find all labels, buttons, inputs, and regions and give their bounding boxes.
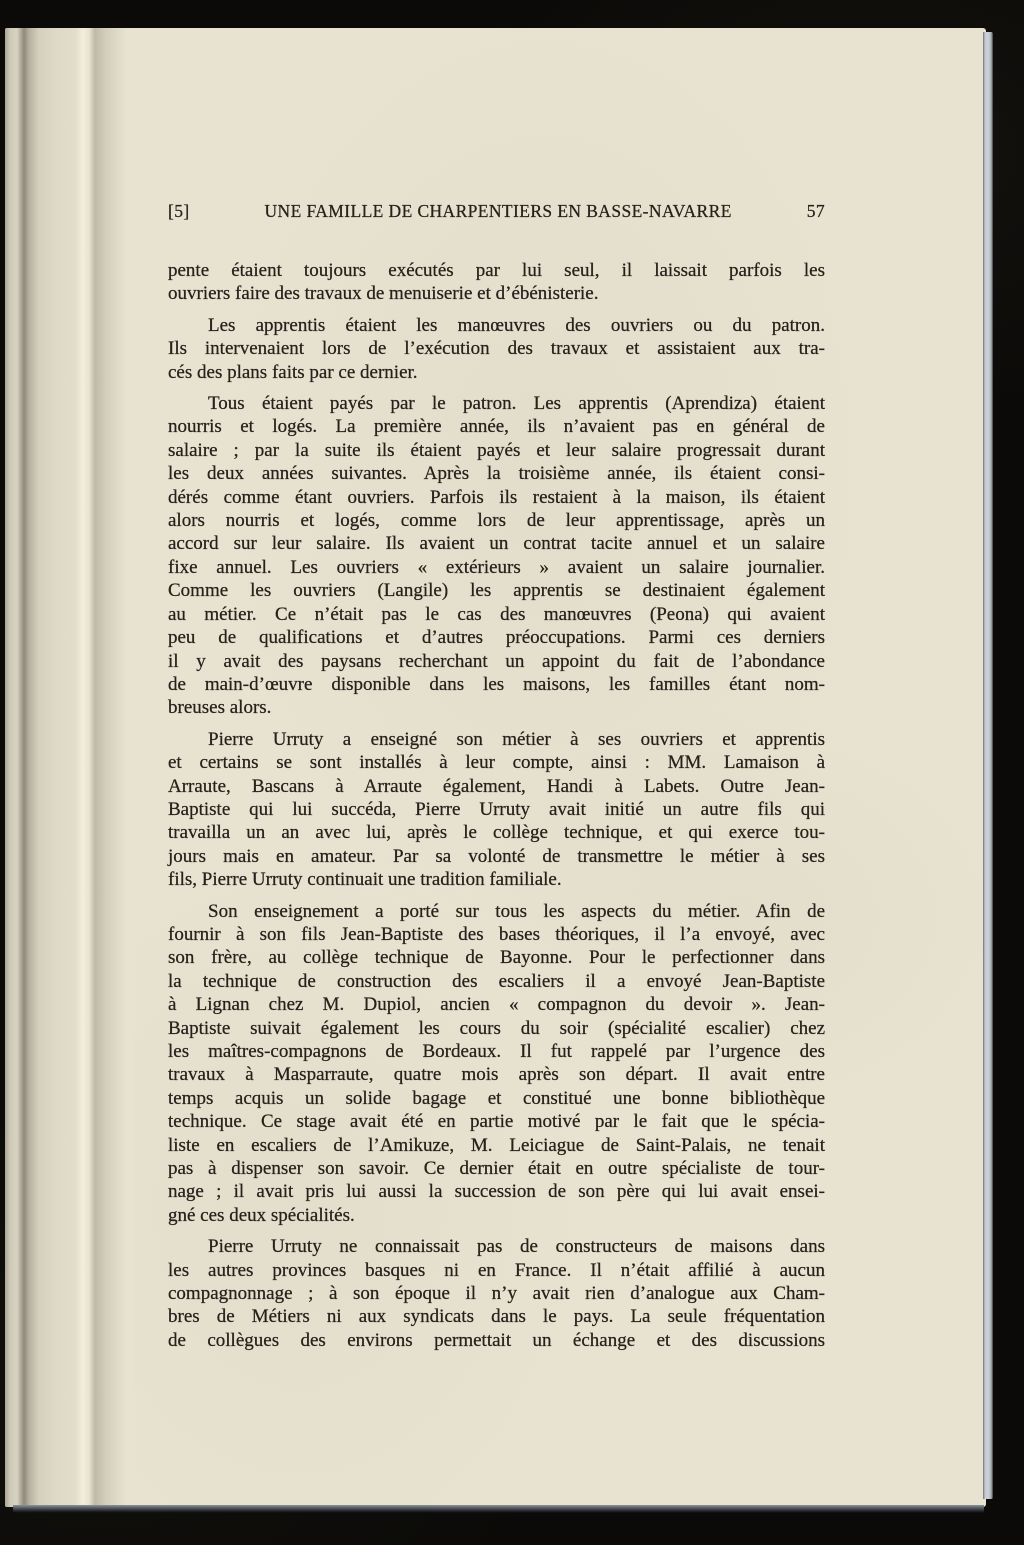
- text-line: alors nourris et logés, comme lors de leur apprentissage, après un: [168, 510, 825, 532]
- text-line: peu de qualifications et d’autres préoccupations. Parmi ces derniers: [168, 627, 825, 649]
- text-line: Les apprentis étaient les manœuvres des ouvriers ou du patron.: [208, 314, 825, 336]
- text-line: Pierre Urruty a enseigné son métier à ses ouvriers et apprentis: [208, 728, 825, 750]
- text-line: Baptiste qui lui succéda, Pierre Urruty avait initié un autre fils qui: [168, 798, 825, 820]
- text-line: fournir à son fils Jean-Baptiste des bases théoriques, il l’a envoyé, avec: [168, 923, 825, 945]
- text-line: travaux à Masparraute, quatre mois après son départ. Il avait entre: [168, 1064, 825, 1086]
- text-line: Ils intervenaient lors de l’exécution des travaux et assistaient aux tra-: [168, 338, 825, 360]
- text-line: à Lignan chez M. Dupiol, ancien « compagnon du devoir ». Jean-: [168, 994, 825, 1016]
- left-page-fold: [5, 28, 135, 1507]
- text-line: les autres provinces basques ni en France. Il n’était affilié à aucun: [168, 1259, 825, 1281]
- text-line: la technique de construction des escaliers il a envoyé Jean-Baptiste: [168, 970, 825, 992]
- bottom-page-edge: [13, 1505, 984, 1513]
- text-line: au métier. Ce n’était pas le cas des manœuvres (Peona) qui avaient: [168, 603, 825, 625]
- paragraph: [168, 900, 825, 1228]
- paragraph: [168, 1235, 825, 1352]
- running-header: [168, 200, 825, 222]
- text-line: bres de Métiers ni aux syndicats dans le pays. La seule fréquentation: [168, 1306, 825, 1328]
- text-line: jours mais en amateur. Par sa volonté de transmettre le métier à ses: [168, 845, 825, 867]
- text-line: Comme les ouvriers (Langile) les apprentis se destinaient également: [168, 580, 825, 602]
- text-line: liste en escaliers de l’Amikuze, M. Leiciague de Saint-Palais, ne tenait: [168, 1134, 825, 1156]
- text-line: salaire ; par la suite ils étaient payés et leur salaire progressait durant: [168, 439, 825, 461]
- text-line: Tous étaient payés par le patron. Les apprentis (Aprendiza) étaient: [208, 393, 825, 415]
- page-body: [168, 259, 825, 1352]
- text-line: fixe annuel. Les ouvriers « extérieurs » avaient un salaire journalier.: [168, 556, 825, 578]
- text-column: [168, 200, 825, 1352]
- text-line: cés des plans faits par ce dernier.: [168, 361, 418, 383]
- text-line: les deux années suivantes. Après la troisième année, ils étaient consi-: [168, 463, 825, 485]
- text-line: il y avait des paysans recherchant un appoint du fait de l’abondance: [168, 650, 825, 672]
- text-line: ouvriers faire des travaux de menuiserie et d’ébénisterie.: [168, 283, 599, 305]
- book-page: [5, 28, 986, 1507]
- page-number: 57: [806, 201, 825, 221]
- text-line: et certains se sont installés à leur compte, ainsi : MM. Lamaison à: [168, 752, 825, 774]
- text-line: Baptiste suivait également les cours du soir (spécialité escalier) chez: [168, 1017, 825, 1039]
- text-line: son frère, au collège technique de Bayonne. Pour le perfectionner dans: [168, 947, 825, 969]
- text-line: technique. Ce stage avait été en partie motivé par le fait que le spécia-: [168, 1111, 825, 1133]
- text-line: breuses alors.: [168, 697, 272, 719]
- text-line: de collègues des environs permettait un échange et des discussions: [168, 1329, 825, 1351]
- text-line: Son enseignement a porté sur tous les aspects du métier. Afin de: [208, 900, 825, 922]
- text-line: accord sur leur salaire. Ils avaient un contrat tacite annuel et un salaire: [168, 533, 825, 555]
- text-line: Pierre Urruty ne connaissait pas de constructeurs de maisons dans: [208, 1236, 825, 1258]
- text-line: dérés comme étant ouvriers. Parfois ils restaient à la maison, ils étaient: [168, 486, 825, 508]
- section-marker: [5]: [168, 201, 190, 221]
- text-line: temps acquis un solide bagage et constitué une bonne bibliothèque: [168, 1087, 825, 1109]
- paragraph: [168, 259, 825, 306]
- text-line: nourris et logés. La première année, ils n’avaient pas en général de: [168, 416, 825, 438]
- right-page-edge: [983, 32, 993, 1499]
- text-line: travailla un an avec lui, après le collège technique, et qui exerce tou-: [168, 822, 825, 844]
- text-line: pas à dispenser son savoir. Ce dernier était en outre spécialiste de tour-: [168, 1158, 825, 1180]
- running-title: UNE FAMILLE DE CHARPENTIERS EN BASSE-NAVARRE: [264, 201, 732, 221]
- paragraph: [168, 314, 825, 384]
- text-line: Arraute, Bascans à Arraute également, Handi à Labets. Outre Jean-: [168, 775, 825, 797]
- text-line: gné ces deux spécialités.: [168, 1204, 355, 1226]
- text-line: pente étaient toujours exécutés par lui seul, il laissait parfois les: [168, 260, 825, 281]
- text-line: compagnonnage ; à son époque il n’y avait rien d’analogue aux Cham-: [168, 1283, 825, 1305]
- text-line: fils, Pierre Urruty continuait une tradition familiale.: [168, 869, 562, 891]
- paragraph: [168, 392, 825, 720]
- text-line: de main-d’œuvre disponible dans les maisons, les familles étant nom-: [168, 673, 825, 695]
- text-line: nage ; il avait pris lui aussi la succession de son père qui lui avait ensei-: [168, 1181, 825, 1203]
- text-line: les maîtres-compagnons de Bordeaux. Il fut rappelé par l’urgence des: [168, 1041, 825, 1062]
- paragraph: [168, 728, 825, 892]
